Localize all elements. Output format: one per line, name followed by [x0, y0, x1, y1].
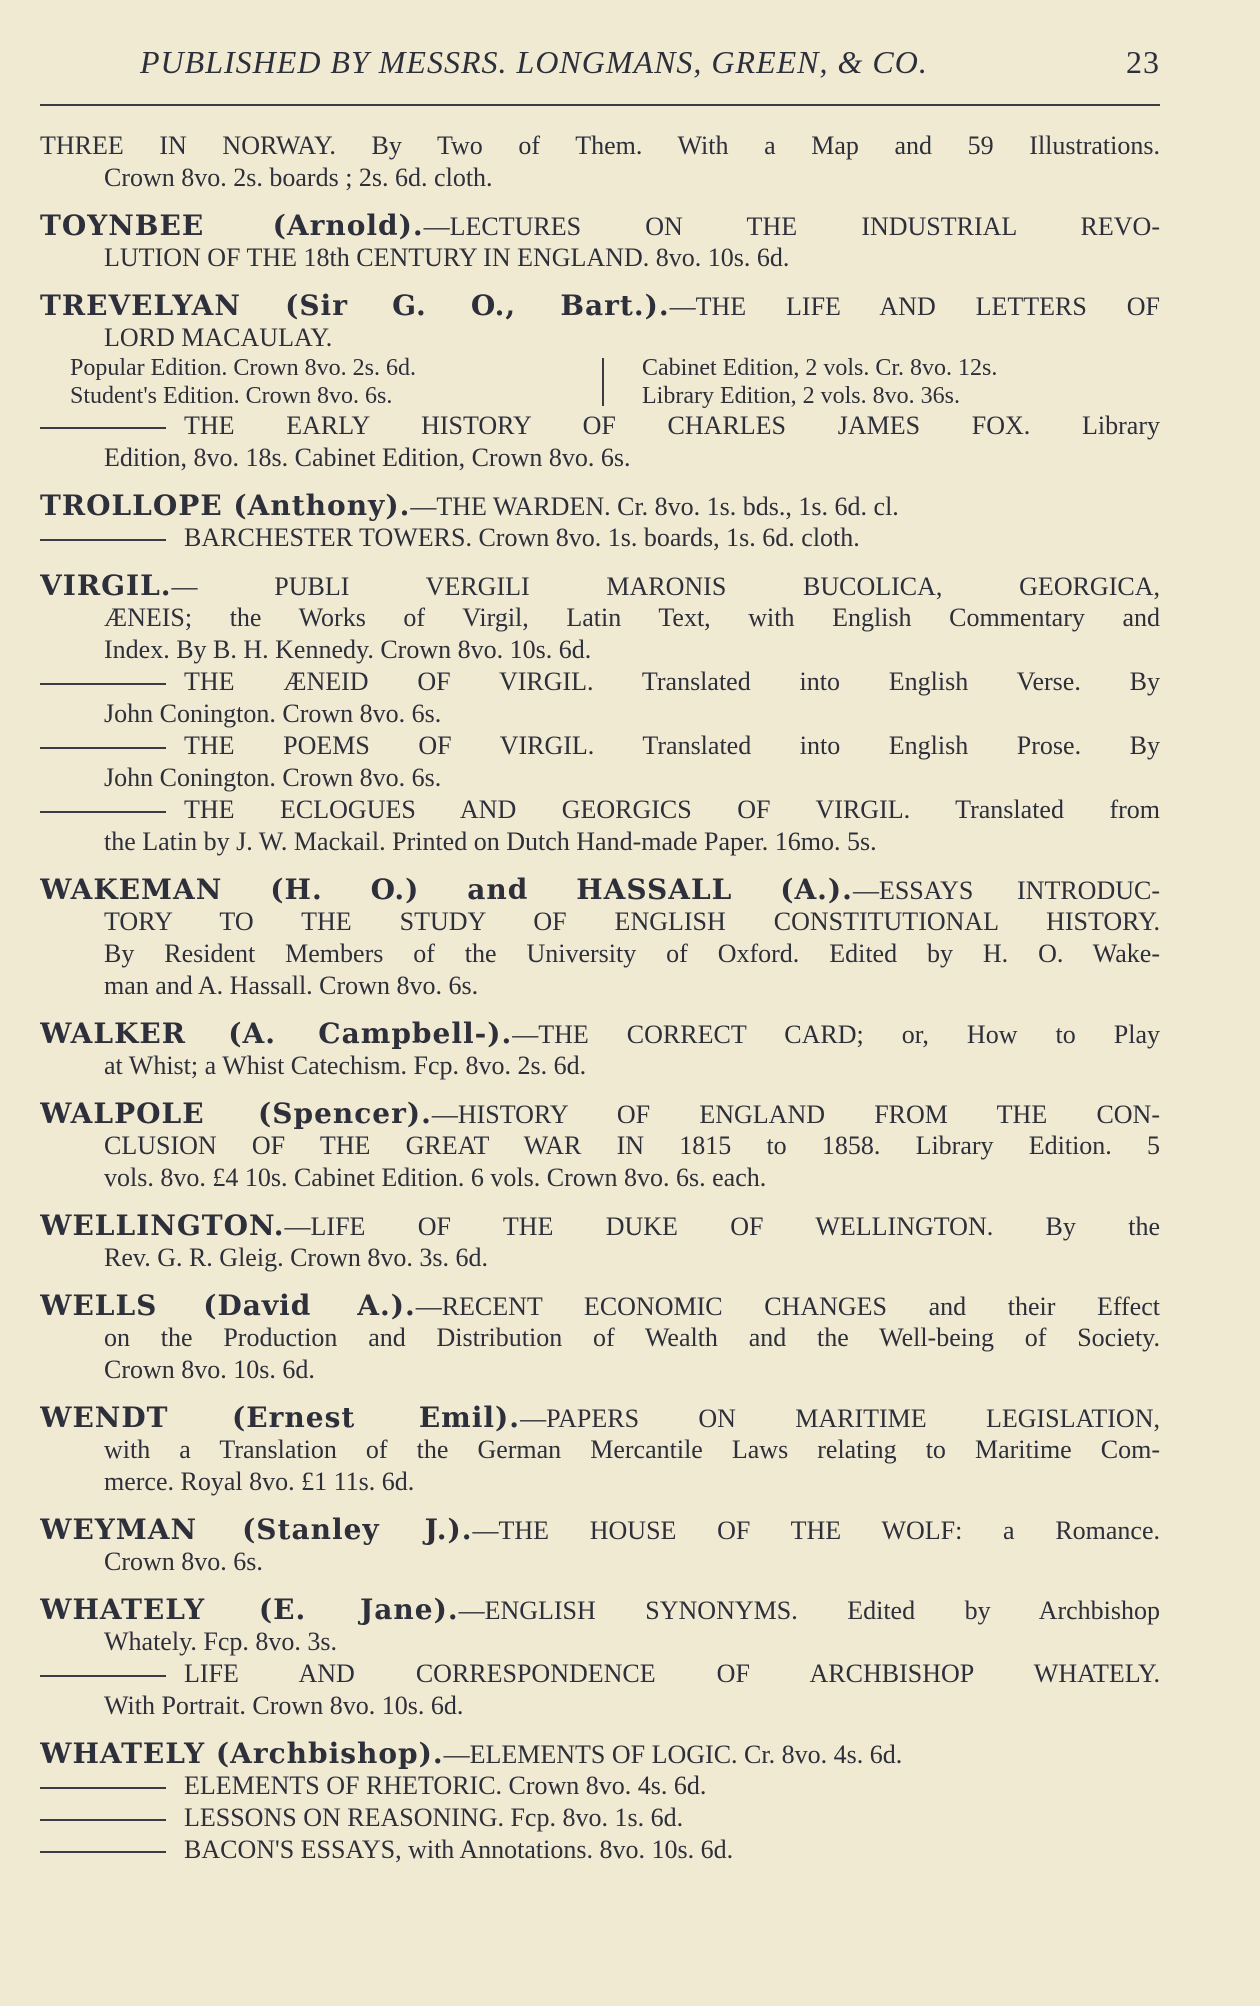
entry-first-line — [40, 570, 1160, 602]
author-name: WALPOLE (Spencer). — [40, 1098, 432, 1130]
author-name: WAKEMAN (H. O.) and HASSALL (A.). — [40, 874, 853, 906]
entry-text: —THE LIFE AND LETTERS OF — [669, 292, 1160, 321]
entry-text: BACON'S ESSAYS, with Annotations. 8vo. 10s. 6d. — [184, 1835, 734, 1864]
entry-text: —THE HOUSE OF THE WOLF: a Romance. — [472, 1516, 1160, 1545]
entry-first-line — [40, 1018, 1160, 1050]
entry-continuation-line — [40, 1130, 1160, 1162]
entry-text: THE ECLOGUES AND GEORGICS OF VIRGIL. Translated from — [184, 795, 1160, 824]
sub-entry-continuation-line — [40, 442, 1160, 474]
ditto-dash — [40, 427, 166, 429]
author-name: TREVELYAN (Sir G. O., Bart.). — [40, 290, 670, 322]
ditto-dash — [40, 811, 166, 813]
entry-text: —THE WARDEN. Cr. 8vo. 1s. bds., 1s. 6d. cl. — [410, 492, 899, 521]
ditto-dash — [40, 1851, 166, 1853]
author-name: WELLS (David A.). — [40, 1290, 416, 1322]
entry-text: LUTION OF THE 18th CENTURY IN ENGLAND. 8vo. 10s. 6d. — [104, 243, 790, 272]
entry-text: ÆNEIS; the Works of Virgil, Latin Text, with English Commentary and — [104, 603, 1160, 632]
entry-text: Edition, 8vo. 18s. Cabinet Edition, Crown 8vo. 6s. — [104, 443, 631, 472]
entry-continuation-line — [40, 1242, 1160, 1274]
entry-text: —ELEMENTS OF LOGIC. Cr. 8vo. 4s. 6d. — [443, 1740, 903, 1769]
running-header — [40, 44, 1160, 90]
entry-continuation-line — [40, 1434, 1160, 1466]
entry-continuation-line — [40, 1162, 1160, 1194]
entry-continuation-line — [40, 1626, 1160, 1658]
entry-text: Crown 8vo. 6s. — [104, 1547, 263, 1576]
entry-text: man and A. Hassall. Crown 8vo. 6s. — [104, 971, 479, 1000]
entry-continuation-line — [40, 602, 1160, 634]
entry-text: merce. Royal 8vo. £1 11s. 6d. — [104, 1467, 415, 1496]
entry-text: LESSONS ON REASONING. Fcp. 8vo. 1s. 6d. — [184, 1803, 684, 1832]
entry-text: By Resident Members of the University of Oxford. Edited by H. O. Wake- — [104, 939, 1160, 968]
entry-first-line — [40, 290, 1160, 322]
ditto-dash — [40, 1787, 166, 1789]
entry-continuation-line — [40, 970, 1160, 1002]
entry-text: Whately. Fcp. 8vo. 3s. — [104, 1627, 337, 1656]
catalogue-entry — [40, 1290, 1160, 1386]
entry-continuation-line — [40, 162, 1160, 194]
entry-first-line — [40, 1594, 1160, 1626]
entry-text: THE EARLY HISTORY OF CHARLES JAMES FOX. Library — [184, 411, 1160, 440]
sub-entry-line — [40, 1802, 1160, 1834]
catalogue-entry — [40, 1018, 1160, 1082]
entry-text: LIFE AND CORRESPONDENCE OF ARCHBISHOP WHATELY. — [184, 1659, 1160, 1688]
author-name: TOYNBEE (Arnold). — [40, 210, 424, 242]
catalogue-entry — [40, 1594, 1160, 1722]
ditto-dash — [40, 1819, 166, 1821]
catalogue-entry — [40, 874, 1160, 1002]
entry-text: ELEMENTS OF RHETORIC. Crown 8vo. 4s. 6d. — [184, 1771, 707, 1800]
editions-table — [40, 354, 1160, 410]
sub-entry-continuation-line — [40, 826, 1160, 858]
author-name: WEYMAN (Stanley J.). — [40, 1514, 473, 1546]
catalogue-entry — [40, 210, 1160, 274]
sub-entry-line — [40, 522, 1160, 554]
entry-text: Rev. G. R. Gleig. Crown 8vo. 3s. 6d. — [104, 1243, 488, 1272]
entry-text: John Conington. Crown 8vo. 6s. — [104, 763, 442, 792]
editions-right-column — [642, 354, 997, 410]
catalogue-entry — [40, 290, 1160, 474]
catalogue-entry — [40, 570, 1160, 858]
entry-text: —PAPERS ON MARITIME LEGISLATION, — [520, 1404, 1160, 1433]
entry-text: TORY TO THE STUDY OF ENGLISH CONSTITUTIONAL HISTORY. — [104, 907, 1160, 936]
entry-first-line — [40, 1402, 1160, 1434]
entry-continuation-line — [40, 634, 1160, 666]
ditto-dash — [40, 539, 166, 541]
entry-continuation-line — [40, 938, 1160, 970]
ditto-dash — [40, 747, 166, 749]
author-name: WELLINGTON. — [40, 1210, 285, 1242]
sub-entry-continuation-line — [40, 698, 1160, 730]
entry-first-line — [40, 1210, 1160, 1242]
sub-entry-line — [40, 1658, 1160, 1690]
entry-text: vols. 8vo. £4 10s. Cabinet Edition. 6 vols. Crown 8vo. 6s. each. — [104, 1163, 767, 1192]
edition-item: Student's Edition. Crown 8vo. 6s. — [70, 383, 393, 409]
sub-entry-continuation-line — [40, 762, 1160, 794]
entry-list — [40, 130, 1160, 1882]
entry-continuation-line — [40, 1050, 1160, 1082]
entry-text: Crown 8vo. 10s. 6d. — [104, 1355, 315, 1384]
entry-first-line — [40, 1098, 1160, 1130]
entry-first-line — [40, 210, 1160, 242]
entry-text: Index. By B. H. Kennedy. Crown 8vo. 10s. 6d. — [104, 635, 592, 664]
ditto-dash — [40, 1675, 166, 1677]
sub-entry-continuation-line — [40, 1690, 1160, 1722]
entry-continuation-line — [40, 242, 1160, 274]
entry-first-line — [40, 1514, 1160, 1546]
entry-text: —THE CORRECT CARD; or, How to Play — [512, 1020, 1160, 1049]
sub-entry-line — [40, 666, 1160, 698]
author-name: WHATELY (E. Jane). — [40, 1594, 459, 1626]
entry-continuation-line — [40, 906, 1160, 938]
edition-item: Library Edition, 2 vols. 8vo. 36s. — [642, 383, 960, 409]
ditto-dash — [40, 683, 166, 685]
catalogue-entry — [40, 130, 1160, 194]
catalogue-entry — [40, 1514, 1160, 1578]
entry-text: LORD MACAULAY. — [104, 323, 333, 352]
author-name: WALKER (A. Campbell-). — [40, 1018, 513, 1050]
entry-continuation-line — [40, 1354, 1160, 1386]
catalogue-entry — [40, 1210, 1160, 1274]
sub-entry-line — [40, 1834, 1160, 1866]
entry-text: John Conington. Crown 8vo. 6s. — [104, 699, 442, 728]
entry-text: —RECENT ECONOMIC CHANGES and their Effect — [415, 1292, 1160, 1321]
entry-first-line — [40, 1738, 1160, 1770]
entry-text: at Whist; a Whist Catechism. Fcp. 8vo. 2s. 6d. — [104, 1051, 587, 1080]
entry-text: on the Production and Distribution of Wealth and the Well-being of Society. — [104, 1323, 1160, 1352]
entry-continuation-line — [40, 1466, 1160, 1498]
sub-entry-line — [40, 794, 1160, 826]
entry-text: CLUSION OF THE GREAT WAR IN 1815 to 1858. Library Edition. 5 — [104, 1131, 1160, 1160]
edition-item: Popular Edition. Crown 8vo. 2s. 6d. — [70, 355, 416, 381]
entry-text: —LECTURES ON THE INDUSTRIAL REVO- — [423, 212, 1160, 241]
page-number: 23 — [1126, 44, 1160, 80]
entry-first-line — [40, 874, 1160, 906]
entry-text: —LIFE OF THE DUKE OF WELLINGTON. By the — [284, 1212, 1160, 1241]
edition-item: Cabinet Edition, 2 vols. Cr. 8vo. 12s. — [642, 355, 998, 381]
author-name: WENDT (Ernest Emil). — [40, 1402, 521, 1434]
entry-continuation-line — [40, 1546, 1160, 1578]
sub-entry-line — [40, 410, 1160, 442]
entry-text: —HISTORY OF ENGLAND FROM THE CON- — [431, 1100, 1160, 1129]
catalogue-entry — [40, 1098, 1160, 1194]
header-title: PUBLISHED BY MESSRS. LONGMANS, GREEN, & CO. — [140, 44, 928, 80]
entry-first-line — [40, 1290, 1160, 1322]
author-name: TROLLOPE (Anthony). — [40, 490, 411, 522]
entry-first-line — [40, 490, 1160, 522]
author-name: VIRGIL. — [40, 570, 172, 602]
entry-text: —ENGLISH SYNONYMS. Edited by Archbishop — [458, 1596, 1160, 1625]
catalogue-entry — [40, 490, 1160, 554]
entry-text: — PUBLI VERGILI MARONIS BUCOLICA, GEORGICA, — [171, 572, 1160, 601]
editions-left-column — [70, 354, 416, 410]
entry-continuation-line — [40, 1322, 1160, 1354]
entry-text: THE ÆNEID OF VIRGIL. Translated into English Verse. By — [184, 667, 1160, 696]
entry-first-line — [40, 130, 1160, 162]
catalogue-entry — [40, 1402, 1160, 1498]
author-name: WHATELY (Archbishop). — [40, 1738, 444, 1770]
entry-text: With Portrait. Crown 8vo. 10s. 6d. — [104, 1691, 464, 1720]
entry-text: the Latin by J. W. Mackail. Printed on Dutch Hand-made Paper. 16mo. 5s. — [104, 827, 877, 856]
entry-continuation-line — [40, 322, 1160, 354]
entry-text: —ESSAYS INTRODUC- — [852, 876, 1160, 905]
entry-text: Crown 8vo. 2s. boards ; 2s. 6d. cloth. — [104, 163, 493, 192]
column-divider — [602, 358, 604, 406]
entry-text: BARCHESTER TOWERS. Crown 8vo. 1s. boards, 1s. 6d. cloth. — [184, 523, 860, 552]
header-rule — [40, 104, 1160, 106]
sub-entry-line — [40, 1770, 1160, 1802]
entry-text: with a Translation of the German Mercantile Laws relating to Maritime Com- — [104, 1435, 1160, 1464]
catalogue-entry — [40, 1738, 1160, 1866]
entry-text: THE POEMS OF VIRGIL. Translated into English Prose. By — [184, 731, 1160, 760]
sub-entry-line — [40, 730, 1160, 762]
entry-text: THREE IN NORWAY. By Two of Them. With a Map and 59 Illustrations. — [40, 131, 1160, 160]
